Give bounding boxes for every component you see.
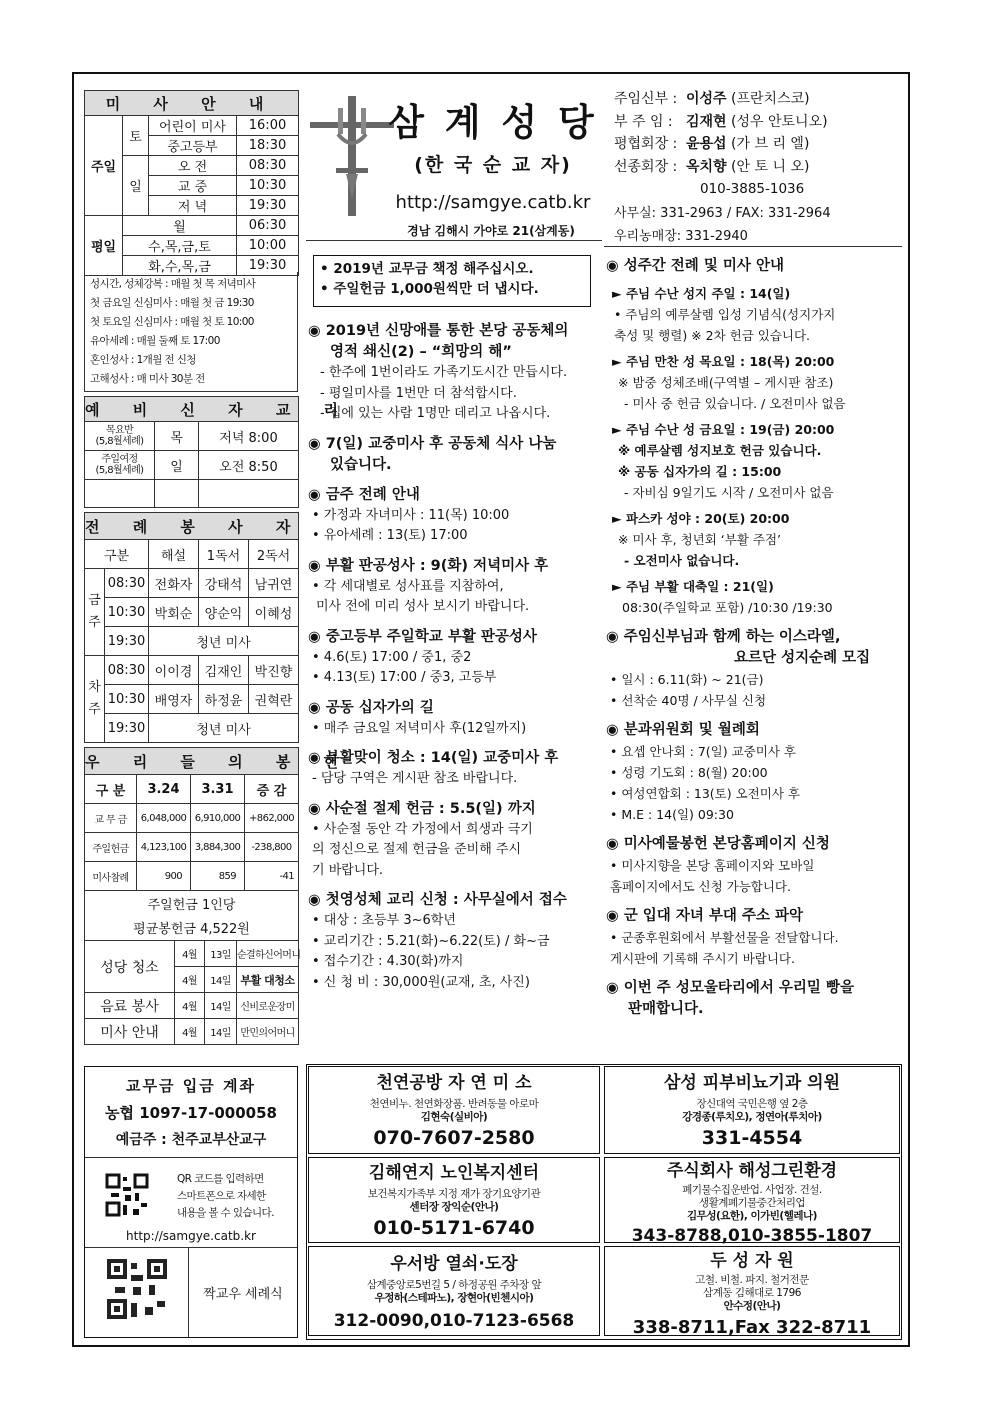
notice-line: • 군종후원회에서 부활선물을 전달합니다. (610, 930, 839, 945)
youth-mass: 청년 미사 (149, 714, 299, 743)
next-week-label: 차주 (85, 656, 105, 743)
col-header: 증 감 (245, 775, 299, 804)
time: 19:30 (105, 627, 149, 656)
ad-desc: 생활계폐기물중간처리업 (698, 1197, 806, 1209)
news-right-column (606, 256, 904, 1020)
staff-row: 선종회장 : 옥치향 (안 토 니 오) (614, 158, 810, 175)
notice-heading: 영적 쇄신(2) – “희망의 해” (330, 344, 512, 360)
notice-line: • 각 세대별로 성사표를 지참하여, (312, 578, 504, 594)
mass-name: 교 중 (149, 176, 237, 196)
qr-url[interactable]: http://samgye.catb.kr (126, 1229, 256, 1243)
office-contacts (614, 202, 831, 248)
notice-heading: ◉ 첫영성체 교리 신청 : 사무실에서 접수 (308, 892, 567, 908)
average-value: 평균봉헌금 4,522원 (85, 916, 299, 941)
col-header: 2독서 (249, 540, 299, 569)
ad-welfare-center (308, 1157, 600, 1243)
notice-heading: ◉ 이번 주 성모울타리에서 우리밀 빵을 (606, 980, 854, 996)
server-name: 박진향 (249, 656, 299, 685)
ad-green-env (604, 1157, 900, 1246)
time: 19:30 (105, 714, 149, 743)
ad-phone: 312-0090,010-7123-6568 (333, 1311, 575, 1331)
ad-owner: 센터장 장익순(안나) (409, 1201, 499, 1213)
staff-row: 부 주 임 : 김재현 (성우 안토니오) (614, 113, 828, 130)
server-name: 양순익 (199, 598, 249, 627)
time: 08:30 (105, 656, 149, 685)
ad-phone: 343-8788,010-3855-1807 (631, 1226, 873, 1246)
notice-line: • 성령 기도회 : 8(월) 20:00 (610, 765, 768, 780)
mass-name: 화,수,목,금 (123, 256, 237, 276)
class-time: 저녁 8:00 (199, 422, 299, 451)
mass-time: 16:00 (237, 116, 299, 136)
mass-time: 06:30 (237, 216, 299, 236)
ad-owner: 안수정(안나) (723, 1300, 781, 1312)
class-time: 오전 8:50 (199, 451, 299, 480)
time: 10:30 (105, 685, 149, 714)
average-label: 주일헌금 1인당 (85, 891, 299, 916)
mass-title: 미 사 안 내 (85, 91, 299, 116)
day: 14일 (205, 1019, 237, 1045)
account-qr-box (84, 1066, 298, 1338)
time: 08:30 (105, 569, 149, 598)
ad-phone: 331-4554 (701, 1127, 803, 1149)
mass-time: 19:30 (237, 196, 299, 216)
class-day: 일 (155, 451, 199, 480)
notice-heading: 요르단 성지순례 모집 (734, 650, 871, 666)
mass-time: 18:30 (237, 136, 299, 156)
ad-desc: 삼계동 김해대로 1796 (703, 1287, 801, 1299)
team: 순결하신어머니 (237, 941, 299, 967)
mass-name: 중고등부 (149, 136, 237, 156)
notice-heading: 있습니다. (330, 456, 392, 473)
mass-name: 저 녁 (149, 196, 237, 216)
sun-label: 일 (123, 156, 149, 216)
mass-time: 19:30 (237, 256, 299, 276)
notice-line: - 자비심 9일기도 시작 / 오전미사 없음 (624, 485, 834, 500)
notice-line: • 미사지향을 본당 홈페이지와 모바일 (610, 858, 815, 873)
ad-phone: 010-5171-6740 (373, 1217, 535, 1239)
server-name: 배영자 (149, 685, 199, 714)
event-heading: ► 주님 수난 성지 주일 : 14(일) (612, 286, 791, 301)
event-heading: ► 주님 부활 대축일 : 21(일) (612, 579, 774, 594)
staff-list (614, 88, 828, 201)
day: 14일 (205, 967, 237, 993)
notice-line: - 미사 중 헌금 있습니다. / 오전미사 없음 (624, 396, 846, 411)
sacrament-info (84, 272, 298, 392)
notice-heading: ◉ 부활 판공성사 : 9(화) 저녁미사 후 (308, 557, 549, 574)
notice-heading: ◉ 금주 전례 안내 (308, 486, 420, 503)
info-line: 첫 토요일 신심미사 : 매월 첫 토 10:00 (90, 316, 254, 328)
ad-nature-smile (308, 1066, 600, 1154)
month: 4월 (175, 967, 205, 993)
notice-line: • 유아세례 : 13(토) 17:00 (312, 528, 468, 543)
notice-line: - 평일미사를 1번만 더 참석합시다. (320, 385, 517, 401)
notice-line: ※ 밤중 성체조배(구역별 – 게시판 참조) (618, 375, 834, 390)
col-header: 구 분 (85, 775, 137, 804)
amount: 900 (137, 862, 191, 891)
day: 13일 (205, 941, 237, 967)
row-label: 교 무 금 (85, 804, 137, 833)
notice-heading: ◉ 주임신부님과 함께 하는 이스라엘, (606, 629, 841, 645)
notice-line: • 매주 금요일 저녁미사 후(12일까지) (312, 720, 527, 736)
mass-time: 10:30 (237, 176, 299, 196)
notice-heading: ◉ 부활맞이 청소 : 14(일) 교중미사 후 (308, 750, 559, 766)
notice-line: 의 정신으로 절제 헌금을 준비해 주시 (312, 842, 522, 857)
notice-line: • 사순절 동안 각 가정에서 희생과 극기 (312, 821, 533, 837)
notice-heading: ◉ 분과위원회 및 월례회 (606, 722, 760, 738)
amount: 6,048,000 (137, 804, 191, 833)
team: 만민의어머니 (237, 1019, 299, 1045)
ad-owner: 김현숙(실비아) (420, 1111, 488, 1123)
amount: 3,884,300 (191, 833, 245, 862)
duty-label: 미사 안내 (85, 1019, 175, 1045)
notice-line: • 교리기간 : 5.21(화)~6.22(토) / 화~금 (312, 933, 550, 949)
notice-heading: ◉ 중고등부 주일학교 부활 판공성사 (308, 628, 537, 645)
ad-title: 천연공방 자 연 미 소 (376, 1073, 532, 1093)
notice-line: • 4.6(토) 17:00 / 중1, 중2 (312, 649, 472, 665)
ad-phone: 338-8711,Fax 322-8711 (632, 1317, 872, 1338)
event-heading: ► 주님 만찬 성 목요일 : 18(목) 20:00 (612, 354, 835, 369)
notice-line: • M.E : 14(일) 09:30 (610, 807, 734, 822)
amount: 4,123,100 (137, 833, 191, 862)
month: 4월 (175, 941, 205, 967)
ad-desc: 천연비누. 천연화장품. 반려동물 아로마 (369, 1098, 539, 1110)
duty-label: 성당 청소 (85, 941, 175, 993)
sat-label: 토 (123, 116, 149, 156)
ad-desc: 폐기물수집운반업. 사업장. 건설. (682, 1184, 822, 1196)
church-name: 삼 계 성 당 (388, 101, 598, 144)
server-name: 김재인 (199, 656, 249, 685)
sunday-label: 주일 (85, 116, 123, 216)
col-header: 해설 (149, 540, 199, 569)
notice-line: • 요셉 안나회 : 7(일) 교중미사 후 (610, 744, 796, 759)
col-header: 구분 (85, 540, 149, 569)
server-name: 이혜성 (249, 598, 299, 627)
time: 10:30 (105, 598, 149, 627)
notice-line: 축성 및 행렬) ※ 2차 헌금 있습니다. (614, 328, 811, 343)
col-header: 3.31 (191, 775, 245, 804)
church-url[interactable]: http://samgye.catb.kr (395, 192, 591, 213)
ad-desc: 장신대역 국민은행 옆 2층 (696, 1098, 808, 1110)
class-name: 주일여정 (5,8월세례) (85, 451, 155, 480)
server-name: 이이경 (149, 656, 199, 685)
server-name: 하정윤 (199, 685, 249, 714)
ad-desc: 보건복지가족부 지정 재가 장기요양기관 (367, 1188, 541, 1200)
amount-change: -238,800 (245, 833, 299, 862)
event-heading: ► 주님 수난 성 금요일 : 19(금) 20:00 (612, 422, 835, 437)
ad-title: 두 성 자 원 (710, 1251, 794, 1271)
notice-box (313, 255, 591, 307)
notice-line: • 2019년 교무금 책정 해주십시오. (320, 261, 534, 277)
notice-line: • 대상 : 초등부 3~6학년 (312, 913, 456, 928)
notice-line: • 가정과 자녀미사 : 11(목) 10:00 (312, 507, 510, 523)
church-address: 경남 김해시 가야로 21(삼계동) (407, 224, 575, 238)
ad-owner: 강경종(루치오), 정연아(루치아) (682, 1111, 822, 1123)
qr-code-icon (105, 1173, 149, 1217)
catechumen-title: 예 비 신 자 교 리 (85, 397, 299, 422)
server-name: 강태석 (199, 569, 249, 598)
news-left-column (308, 321, 600, 993)
ad-phone: 070-7607-2580 (373, 1127, 535, 1149)
server-name: 전화자 (149, 569, 199, 598)
notice-heading: ◉ 미사예물봉헌 본당홈페이지 신청 (606, 836, 830, 852)
mass-time: 08:30 (237, 156, 299, 176)
account-title: 교무금 입금 계좌 (126, 1077, 256, 1095)
servers-title: 전 례 봉 사 자 (85, 513, 299, 540)
col-header: 3.24 (137, 775, 191, 804)
notice-heading: ◉ 성주간 전례 및 미사 안내 (606, 258, 784, 274)
info-line: 성시간, 성체강복 : 매월 첫 목 저녁미사 (90, 278, 256, 290)
servers-table (84, 512, 305, 743)
notice-line: - 담당 구역은 게시판 참조 바랍니다. (312, 771, 518, 786)
server-name: 박회순 (149, 598, 199, 627)
notice-line: • 여성연합회 : 13(토) 오전미사 후 (610, 786, 800, 801)
info-line: 혼인성사 : 1개월 전 신청 (90, 354, 196, 366)
mass-name: 수,목,금,토 (123, 236, 237, 256)
ad-title: 삼성 피부비뇨기과 의원 (663, 1073, 841, 1093)
team: 부활 대청소 (237, 967, 299, 993)
amount: 6,910,000 (191, 804, 245, 833)
notice-line: ※ 공동 십자가의 길 : 15:00 (618, 464, 782, 479)
amount-change: -41 (245, 862, 299, 891)
ad-locksmith (308, 1246, 600, 1336)
notice-line: 게시판에 기록해 주시기 바랍니다. (610, 951, 795, 966)
duty-table (84, 940, 299, 1045)
mass-time: 10:00 (237, 236, 299, 256)
ad-recycling (604, 1246, 900, 1336)
ad-owner: 김무성(요한), 이가빈(헬레나) (687, 1210, 817, 1222)
notice-line: • 일시 : 6.11(화) ~ 21(금) (610, 672, 764, 687)
qr-label: 짝교우 세례식 (203, 1287, 283, 1302)
class-day: 목 (155, 422, 199, 451)
mass-name: 월 (123, 216, 237, 236)
notice-line: • 4.13(토) 17:00 / 중3, 고등부 (312, 670, 497, 685)
account-holder: 예금주 : 천주교부산교구 (115, 1132, 267, 1148)
team: 신비로운장미 (237, 993, 299, 1019)
church-subtitle: (한 국 순 교 자) (414, 154, 572, 176)
notice-heading: ◉ 7(일) 교중미사 후 공동체 식사 나눔 (308, 435, 557, 452)
ad-title: 주식회사 해성그린환경 (666, 1161, 838, 1181)
mass-name: 어린이 미사 (149, 116, 237, 136)
notice-line: 홈페이지에서도 신청 가능합니다. (610, 879, 791, 894)
catechumen-table (84, 396, 353, 508)
offering-title: 우 리 들 의 봉 헌 (85, 748, 299, 775)
mass-schedule-table (84, 90, 299, 276)
staff-row: 주임신부 : 이성주 (프란치스코) (614, 91, 810, 107)
ad-title: 우서방 열쇠·도장 (390, 1254, 518, 1274)
notice-line: • 주일헌금 1,000원씩만 더 냅시다. (320, 281, 539, 297)
notice-line: • 주님의 예루살렘 입성 기념식(성지가지 (614, 307, 836, 322)
info-line: 고해성사 : 매 미사 30분 전 (90, 373, 205, 385)
server-name: 남귀연 (249, 569, 299, 598)
ad-title: 김해연지 노인복지센터 (368, 1163, 540, 1183)
notice-line: - 집에 있는 사람 1명만 데리고 나옵시다. (320, 406, 551, 421)
qr-code-icon (107, 1259, 167, 1319)
farm-phone: 우리농매장: 331-2940 (614, 229, 748, 244)
ad-owner: 우정하(스테파노), 장현아(빈첸시아) (374, 1292, 534, 1304)
amount-change: +862,000 (245, 804, 299, 833)
event-heading: ► 파스카 성야 : 20(토) 20:00 (612, 511, 790, 526)
day: 14일 (205, 993, 237, 1019)
staff-phone: 010-3885-1036 (700, 181, 805, 197)
month: 4월 (175, 1019, 205, 1045)
class-name: 목요반 (5,8월세례) (85, 422, 155, 451)
notice-line: • 신 청 비 : 30,000원(교재, 초, 사진) (312, 974, 530, 990)
notice-line: ※ 예루살렘 성지보호 헌금 있습니다. (618, 443, 822, 458)
notice-line: - 한주에 1번이라도 가족기도시간 만듭시다. (320, 365, 568, 380)
notice-line: - 오전미사 없습니다. (624, 553, 740, 568)
notice-heading: ◉ 2019년 신망애를 통한 본당 공동체의 (308, 323, 569, 339)
youth-mass: 청년 미사 (149, 627, 299, 656)
duty-label: 음료 봉사 (85, 993, 175, 1019)
weekday-label: 평일 (85, 216, 123, 276)
ad-clinic (604, 1066, 900, 1154)
row-label: 주일헌금 (85, 833, 137, 862)
mass-name: 오 전 (149, 156, 237, 176)
notice-line: • 접수기간 : 4.30(화)까지 (312, 954, 464, 969)
church-logo-icon (306, 90, 398, 220)
this-week-label: 금주 (85, 569, 105, 656)
row-label: 미사참례 (85, 862, 137, 891)
notice-line: 미사 전에 미리 성사 보시기 바랍니다. (316, 599, 530, 614)
server-name: 권혁란 (249, 685, 299, 714)
col-header: 1독서 (199, 540, 249, 569)
notice-line: 08:30(주일학교 포함) /10:30 /19:30 (622, 600, 833, 615)
notice-line: • 선착순 40명 / 사무실 신청 (610, 693, 767, 708)
notice-heading: 판매합니다. (628, 1001, 704, 1017)
ad-desc: 삼계중앙로5번길 5 / 하정공원 주차장 앞 (366, 1279, 542, 1291)
notice-heading: ◉ 사순절 절제 헌금 : 5.5(일) 까지 (308, 800, 536, 817)
qr-instruction: QR 코드를 입력하면 스마트폰으로 자세한 내용을 볼 수 있습니다. (177, 1173, 274, 1219)
notice-line: ※ 미사 후, 청년회 ‘부활 주점’ (618, 532, 782, 547)
office-phone: 사무실: 331-2963 / FAX: 331-2964 (614, 206, 831, 221)
amount: 859 (191, 862, 245, 891)
staff-row: 평협회장 : 윤용섭 (가 브 리 엘) (614, 136, 810, 152)
account-number: 농협 1097-17-000058 (105, 1104, 277, 1122)
ad-desc: 고철. 비철. 파지. 철거전문 (695, 1274, 809, 1286)
notice-heading: ◉ 군 입대 자녀 부대 주소 파악 (606, 908, 804, 924)
info-line: 첫 금요일 신심미사 : 매월 첫 금 19:30 (90, 297, 254, 309)
info-line: 유아세례 : 매월 둘째 토 17:00 (90, 335, 220, 347)
notice-heading: ◉ 공동 십자가의 길 (308, 699, 434, 716)
notice-line: 기 바랍니다. (312, 862, 384, 878)
month: 4월 (175, 993, 205, 1019)
